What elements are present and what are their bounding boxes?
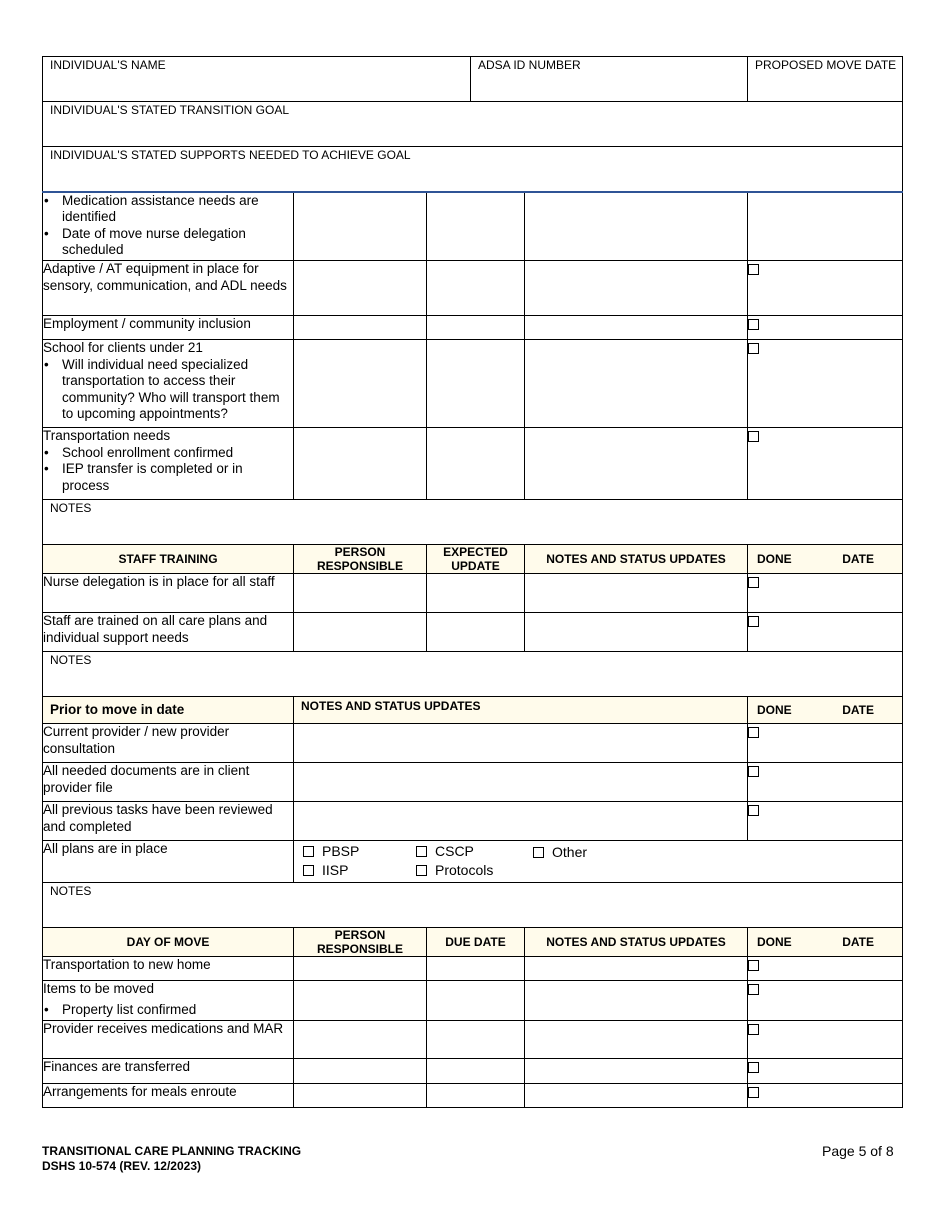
- done-checkbox[interactable]: [748, 1024, 759, 1035]
- due-cell[interactable]: [427, 1059, 525, 1084]
- table-row: [43, 340, 903, 428]
- done-cell: [748, 613, 903, 652]
- plan-option-pbsp[interactable]: PBSP: [303, 843, 359, 859]
- list-item: • Will individual need specialized transportation to access their community? Who will transport them to upcoming appointments?: [62, 357, 293, 423]
- expected-cell[interactable]: [427, 613, 525, 652]
- due-date-header: DUE DATE: [427, 928, 525, 957]
- person-cell[interactable]: [294, 316, 427, 340]
- expected-update-header: EXPECTED UPDATE: [427, 545, 525, 574]
- proposed-move-date-field[interactable]: [748, 57, 903, 102]
- proposed-move-date-label: PROPOSED MOVE DATE: [755, 58, 897, 72]
- table-row: [43, 428, 903, 500]
- done-cell: [748, 428, 903, 500]
- day-of-move-heading: DAY OF MOVE: [43, 928, 294, 957]
- notes-status-header: NOTES AND STATUS UPDATES: [525, 545, 748, 574]
- done-header: DONE: [757, 935, 792, 949]
- person-cell[interactable]: [294, 957, 427, 981]
- supports-needed-label: INDIVIDUAL'S STATED SUPPORTS NEEDED TO ACHIEVE GOAL: [50, 148, 411, 162]
- done-cell: [748, 261, 903, 316]
- expected-cell[interactable]: [427, 261, 525, 316]
- plan-option-cscp[interactable]: CSCP: [416, 843, 474, 859]
- due-cell[interactable]: [427, 1021, 525, 1059]
- section-header: [43, 697, 903, 724]
- task-cell: [43, 428, 294, 500]
- iisp-checkbox[interactable]: [303, 865, 314, 876]
- table-row: [43, 763, 903, 802]
- done-cell: [748, 802, 903, 841]
- expected-cell[interactable]: [427, 340, 525, 428]
- done-checkbox[interactable]: [748, 616, 759, 627]
- page-number: Page 5 of 8: [822, 1143, 894, 1159]
- done-checkbox[interactable]: [748, 805, 759, 816]
- task-cell: Current provider / new provider consultation: [43, 724, 294, 763]
- done-cell: [748, 1084, 903, 1108]
- transition-goal-field[interactable]: [43, 102, 903, 147]
- date-header: DATE: [842, 935, 875, 949]
- form-footer: [42, 1144, 301, 1173]
- task-cell: [43, 340, 294, 428]
- person-cell[interactable]: [294, 340, 427, 428]
- notes-cell[interactable]: [525, 428, 748, 500]
- person-cell[interactable]: [294, 1021, 427, 1059]
- table-row: [43, 1059, 903, 1084]
- notes-cell[interactable]: [525, 1084, 748, 1108]
- plan-option-protocols[interactable]: Protocols: [416, 862, 493, 878]
- notes-field[interactable]: [43, 883, 903, 928]
- task-cell: Transportation to new home: [43, 957, 294, 981]
- form-number: DSHS 10-574 (REV. 12/2023): [42, 1158, 201, 1173]
- done-checkbox[interactable]: [748, 1062, 759, 1073]
- person-cell[interactable]: [294, 428, 427, 500]
- notes-cell[interactable]: [525, 192, 748, 261]
- list-item: • Medication assistance needs are identified: [62, 193, 293, 226]
- list-item: • Date of move nurse delegation scheduled: [62, 226, 293, 259]
- done-checkbox[interactable]: [748, 264, 759, 275]
- done-date-header: [748, 545, 903, 574]
- done-checkbox[interactable]: [748, 984, 759, 995]
- task-cell: Adaptive / AT equipment in place for sensory, communication, and ADL needs: [43, 261, 294, 316]
- notes-status-header: NOTES AND STATUS UPDATES: [525, 928, 748, 957]
- notes-cell[interactable]: [525, 316, 748, 340]
- table-row: [43, 316, 903, 340]
- notes-cell[interactable]: [525, 981, 748, 1021]
- person-responsible-header: PERSON RESPONSIBLE: [294, 545, 427, 574]
- expected-cell[interactable]: [427, 192, 525, 261]
- task-cell: Employment / community inclusion: [43, 316, 294, 340]
- person-cell[interactable]: [294, 613, 427, 652]
- table-row: [43, 192, 903, 261]
- notes-label: NOTES: [50, 884, 92, 898]
- date-header: DATE: [842, 703, 875, 717]
- notes-cell[interactable]: [294, 724, 748, 763]
- list-item: • IEP transfer is completed or in process: [62, 461, 293, 494]
- task-cell: Nurse delegation is in place for all staff: [43, 574, 294, 613]
- other-checkbox[interactable]: [533, 847, 544, 858]
- done-cell: [748, 981, 903, 1021]
- task-title: Transportation needs: [43, 428, 171, 443]
- due-cell[interactable]: [427, 957, 525, 981]
- task-cell: Staff are trained on all care plans and individual support needs: [43, 613, 294, 652]
- task-title: Items to be moved: [43, 981, 155, 996]
- done-date-header: [748, 697, 903, 724]
- notes-cell[interactable]: [525, 574, 748, 613]
- done-header: DONE: [757, 552, 792, 566]
- notes-cell[interactable]: [525, 613, 748, 652]
- done-cell: [748, 574, 903, 613]
- notes-cell[interactable]: [525, 261, 748, 316]
- done-checkbox[interactable]: [748, 577, 759, 588]
- table-row: [43, 841, 903, 883]
- transition-goal-label: INDIVIDUAL'S STATED TRANSITION GOAL: [50, 103, 289, 117]
- date-header: DATE: [842, 552, 875, 566]
- task-title: School for clients under 21: [43, 340, 203, 355]
- done-cell: [748, 340, 903, 428]
- tracking-form-table: [42, 56, 903, 1108]
- protocols-checkbox[interactable]: [416, 865, 427, 876]
- done-checkbox[interactable]: [748, 766, 759, 777]
- notes-label: NOTES: [50, 501, 92, 515]
- prior-to-move-heading: Prior to move in date: [43, 697, 294, 724]
- table-row: [43, 613, 903, 652]
- done-checkbox[interactable]: [748, 319, 759, 330]
- pbsp-checkbox[interactable]: [303, 846, 314, 857]
- person-cell[interactable]: [294, 261, 427, 316]
- task-cell: All plans are in place: [43, 841, 294, 883]
- notes-status-header: NOTES AND STATUS UPDATES: [294, 697, 748, 724]
- due-cell[interactable]: [427, 981, 525, 1021]
- list-item: • Property list confirmed: [62, 1002, 293, 1019]
- expected-cell[interactable]: [427, 428, 525, 500]
- table-row: [43, 261, 903, 316]
- plan-option-other[interactable]: Other: [533, 844, 587, 860]
- done-cell: [748, 957, 903, 981]
- done-checkbox[interactable]: [748, 727, 759, 738]
- done-cell: [748, 316, 903, 340]
- adsa-id-label: ADSA ID NUMBER: [478, 58, 581, 72]
- notes-field[interactable]: [43, 652, 903, 697]
- person-cell[interactable]: [294, 192, 427, 261]
- expected-cell[interactable]: [427, 574, 525, 613]
- done-checkbox[interactable]: [748, 960, 759, 971]
- person-cell[interactable]: [294, 1084, 427, 1108]
- notes-cell[interactable]: [525, 1059, 748, 1084]
- notes-cell[interactable]: [525, 340, 748, 428]
- table-row: [43, 802, 903, 841]
- notes-cell[interactable]: [525, 957, 748, 981]
- task-cell: Provider receives medications and MAR: [43, 1021, 294, 1059]
- table-row: [43, 957, 903, 981]
- task-cell: Arrangements for meals enroute: [43, 1084, 294, 1108]
- table-row: [43, 574, 903, 613]
- done-date-header: [748, 928, 903, 957]
- form-title: TRANSITIONAL CARE PLANNING TRACKING: [42, 1144, 302, 1158]
- task-cell: All previous tasks have been reviewed and completed: [43, 802, 294, 841]
- list-item: • School enrollment confirmed: [62, 445, 293, 462]
- done-cell: [748, 1059, 903, 1084]
- person-cell[interactable]: [294, 1059, 427, 1084]
- notes-field[interactable]: [43, 500, 903, 545]
- person-cell[interactable]: [294, 981, 427, 1021]
- done-checkbox[interactable]: [748, 431, 759, 442]
- person-cell[interactable]: [294, 574, 427, 613]
- done-cell: [748, 724, 903, 763]
- person-responsible-header: PERSON RESPONSIBLE: [294, 928, 427, 957]
- done-cell: [748, 192, 903, 261]
- individual-name-label: INDIVIDUAL'S NAME: [50, 58, 166, 72]
- due-cell[interactable]: [427, 1084, 525, 1108]
- done-checkbox[interactable]: [748, 1087, 759, 1098]
- section-header: [43, 928, 903, 957]
- task-cell: Finances are transferred: [43, 1059, 294, 1084]
- section-header: [43, 545, 903, 574]
- notes-cell[interactable]: [525, 1021, 748, 1059]
- plan-option-iisp[interactable]: IISP: [303, 862, 348, 878]
- plans-options-cell: [294, 841, 903, 883]
- staff-training-heading: STAFF TRAINING: [43, 545, 294, 574]
- table-row: [43, 724, 903, 763]
- task-cell: All needed documents are in client provider file: [43, 763, 294, 802]
- table-row: [43, 1084, 903, 1108]
- expected-cell[interactable]: [427, 316, 525, 340]
- notes-label: NOTES: [50, 653, 92, 667]
- done-cell: [748, 763, 903, 802]
- supports-needed-field[interactable]: [43, 147, 903, 192]
- done-cell: [748, 1021, 903, 1059]
- notes-cell[interactable]: [294, 763, 748, 802]
- done-checkbox[interactable]: [748, 343, 759, 354]
- individual-name-field[interactable]: [43, 57, 471, 102]
- cscp-checkbox[interactable]: [416, 846, 427, 857]
- adsa-id-field[interactable]: [471, 57, 748, 102]
- table-row: [43, 981, 903, 1021]
- task-cell: [43, 192, 294, 261]
- table-row: [43, 1021, 903, 1059]
- notes-cell[interactable]: [294, 802, 748, 841]
- done-header: DONE: [757, 703, 792, 717]
- task-cell: [43, 981, 294, 1021]
